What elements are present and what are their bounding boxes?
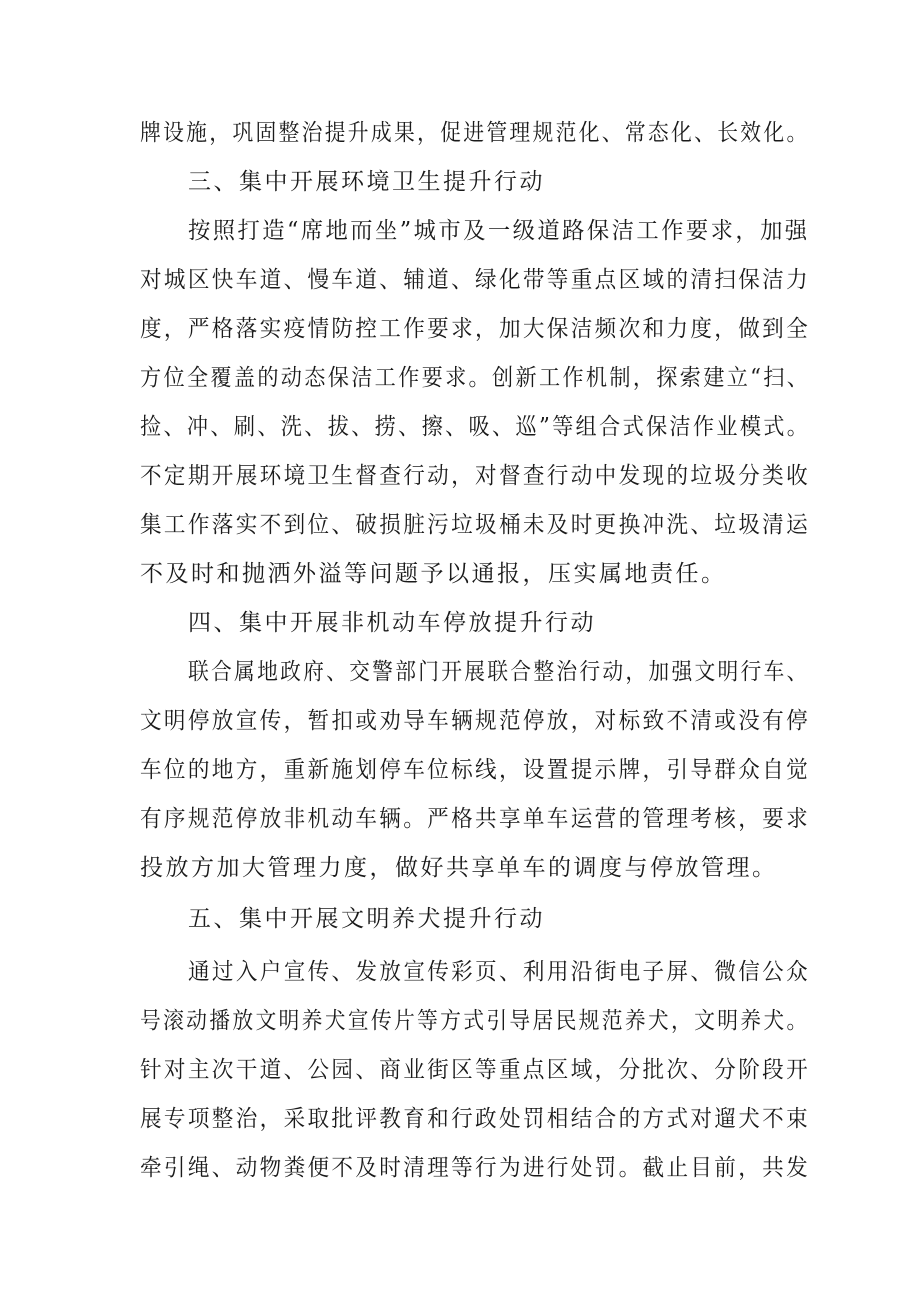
paragraph-line: 对城区快车道、慢车道、辅道、绿化带等重点区域的清扫保洁力 xyxy=(140,267,811,293)
paragraph-line: 牵引绳、动物粪便不及时清理等行为进行处罚。截止目前，共发 xyxy=(140,1155,811,1181)
paragraph-line: 文明停放宣传，暂扣或劝导车辆规范停放，对标致不清或没有停 xyxy=(140,708,811,734)
paragraph-line: 按照打造“席地而坐”城市及一级道路保洁工作要求，加强 xyxy=(188,218,810,244)
paragraph-line: 针对主次干道、公园、商业街区等重点区域，分批次、分阶段开 xyxy=(140,1057,811,1083)
paragraph-line: 度，严格落实疫情防控工作要求，加大保洁频次和力度，做到全 xyxy=(140,316,811,342)
paragraph-line: 车位的地方，重新施划停车位标线，设置提示牌，引导群众自觉 xyxy=(140,757,811,783)
paragraph-line: 方位全覆盖的动态保洁工作要求。创新工作机制，探索建立“扫、 xyxy=(140,365,811,391)
paragraph-line: 联合属地政府、交警部门开展联合整治行动，加强文明行车、 xyxy=(188,659,810,685)
paragraph-line: 号滚动播放文明养犬宣传片等方式引导居民规范养犬，文明养犬。 xyxy=(140,1008,810,1034)
paragraph-line: 展专项整治，采取批评教育和行政处罚相结合的方式对遛犬不束 xyxy=(140,1106,811,1132)
paragraph-line: 不定期开展环境卫生督查行动，对督查行动中发现的垃圾分类收 xyxy=(140,463,811,489)
section-heading: 三、集中开展环境卫生提升行动 xyxy=(188,169,545,195)
section-heading: 四、集中开展非机动车停放提升行动 xyxy=(188,610,596,636)
paragraph-line: 有序规范停放非机动车辆。严格共享单车运营的管理考核，要求 xyxy=(140,806,811,832)
paragraph-line: 不及时和抛洒外溢等问题予以通报，压实属地责任。 xyxy=(140,561,727,587)
paragraph-line: 牌设施，巩固整治提升成果，促进管理规范化、常态化、长效化。 xyxy=(140,120,810,146)
paragraph-line: 捡、冲、刷、洗、拔、捞、擦、吸、巡”等组合式保洁作业模式。 xyxy=(140,414,811,440)
paragraph-line: 集工作落实不到位、破损脏污垃圾桶未及时更换冲洗、垃圾清运 xyxy=(140,512,811,538)
paragraph-line: 通过入户宣传、发放宣传彩页、利用沿街电子屏、微信公众 xyxy=(188,959,811,985)
paragraph-line: 投放方加大管理力度，做好共享单车的调度与停放管理。 xyxy=(140,855,778,881)
section-heading: 五、集中开展文明养犬提升行动 xyxy=(188,906,545,932)
